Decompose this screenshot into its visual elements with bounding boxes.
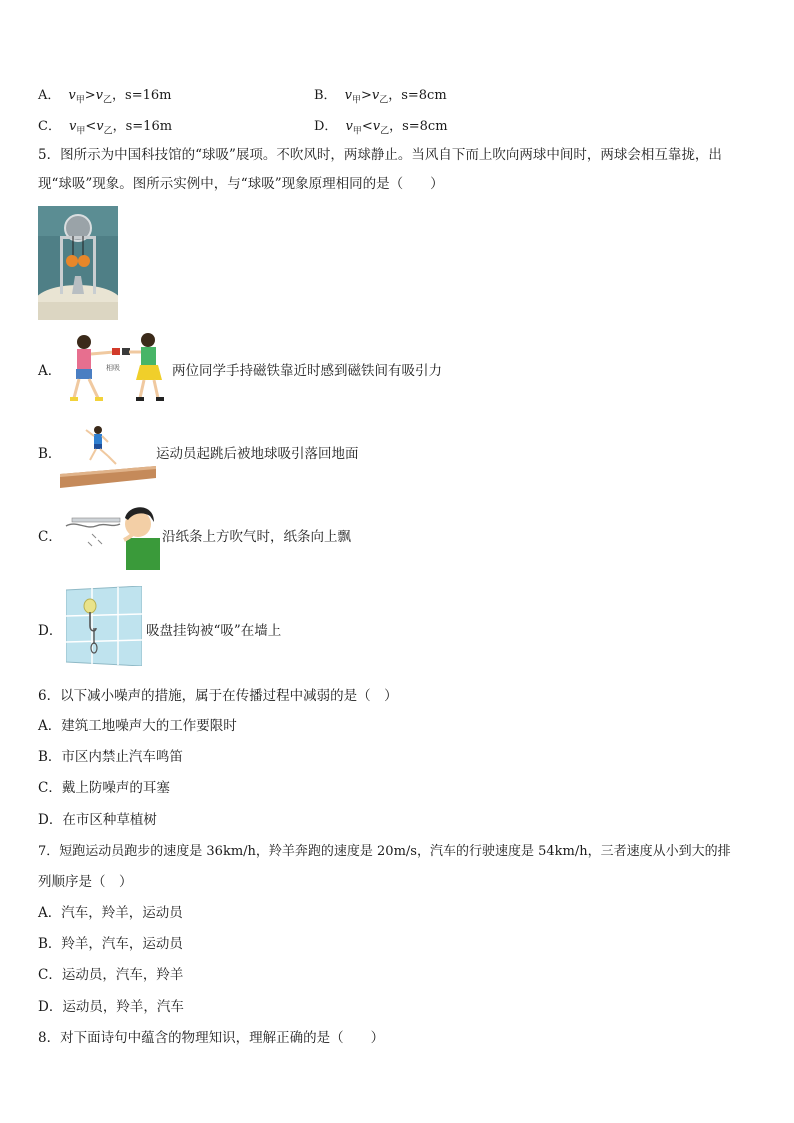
q5-option-a-letter: A．	[38, 363, 62, 379]
q8-stem: 8．对下面诗句中蕴含的物理知识，理解正确的是（ ）	[38, 1030, 385, 1046]
q4-option-b: B． $v_甲>v_乙$，s=8cm	[314, 88, 447, 106]
q5-option-d-text: 吸盘挂钩被“吸”在墙上	[146, 623, 282, 639]
q6-option-b: B．市区内禁止汽车鸣笛	[38, 749, 183, 765]
q6-option-c: C．戴上防噪声的耳塞	[38, 780, 170, 796]
q7-stem-line1: 7．短跑运动员跑步的速度是 36km/h，羚羊奔跑的速度是 20m/s，汽车的行驶速度是 54km/h，三者速度从小到大的排	[38, 844, 731, 859]
q5-stem-line1: 5．图所示为中国科技馆的“球吸”展项。不吹风时，两球静止。当风自下而上吹向两球中间时，两球会相互靠拢，出	[38, 147, 722, 163]
q7-option-a: A．汽车，羚羊，运动员	[38, 905, 183, 921]
q7-option-b: B．羚羊，汽车，运动员	[38, 936, 183, 952]
q6-option-a: A．建筑工地噪声大的工作要限时	[38, 718, 237, 734]
q7-option-d: D．运动员，羚羊，汽车	[38, 999, 184, 1015]
q5-option-b-text: 运动员起跳后被地球吸引落回地面	[156, 446, 359, 462]
ball-suction-photo	[38, 206, 118, 320]
q7-stem-line2: 列顺序是（ ）	[38, 874, 133, 890]
q5-option-b-letter: B．	[38, 446, 62, 462]
magnet-students-illustration	[66, 330, 168, 406]
q4-option-a: A． $v_甲>v_乙$，s=16m	[38, 88, 172, 106]
suction-hook-illustration	[66, 586, 142, 666]
blow-paper-illustration	[62, 500, 160, 570]
athlete-jump-illustration	[60, 426, 156, 488]
q5-option-c-letter: C．	[38, 529, 62, 545]
q4-option-d: D． $v_甲<v_乙$，s=8cm	[314, 119, 448, 137]
q6-stem: 6．以下减小噪声的措施，属于在传播过程中减弱的是（ ）	[38, 688, 398, 704]
q5-option-d-letter: D．	[38, 623, 63, 639]
q5-stem-line2: 现“球吸”现象。图所示实例中，与“球吸”现象原理相同的是（ ）	[38, 176, 444, 192]
q5-option-a-text: 两位同学手持磁铁靠近时感到磁铁间有吸引力	[172, 363, 442, 379]
q5-option-c-text: 沿纸条上方吹气时，纸条向上飘	[162, 529, 351, 545]
q4-option-c: C． $v_甲<v_乙$，s=16m	[38, 119, 173, 137]
q6-option-d: D．在市区种草植树	[38, 812, 157, 828]
magnet-label: 相吸	[106, 364, 120, 372]
q7-option-c: C．运动员，汽车，羚羊	[38, 967, 184, 983]
